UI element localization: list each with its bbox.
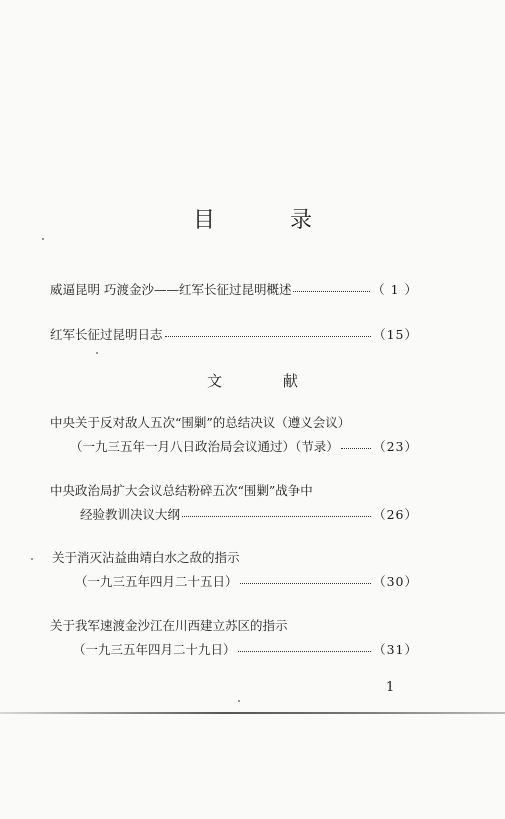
document-title[interactable]: 中央政治局扩大会议总结粉碎五次“围剿”战争中 xyxy=(50,483,313,498)
dot-leader xyxy=(240,583,372,584)
toc-entry-page: （23） xyxy=(373,439,418,454)
section-title: 文 献 xyxy=(207,372,326,390)
scan-speck xyxy=(238,700,240,702)
document-subtitle: （一九三五年一月八日政治局会议通过）（节录） xyxy=(70,439,339,454)
document-title[interactable]: 关于我军速渡金沙江在川西建立苏区的指示 xyxy=(50,618,288,633)
toc-entry-title: 威逼昆明 巧渡金沙——红军长征过昆明概述 xyxy=(50,282,292,297)
dot-leader xyxy=(165,336,372,337)
document-subtitle: 经验教训决议大纲 xyxy=(80,507,181,522)
bottom-rule xyxy=(0,712,505,714)
document-title[interactable]: 关于消灭沾益曲靖白水之敌的指示 xyxy=(52,550,240,565)
toc-entry[interactable] xyxy=(73,640,418,658)
dot-leader xyxy=(341,448,371,449)
toc-entry[interactable] xyxy=(75,572,418,590)
toc-entry-page: （31） xyxy=(373,642,418,657)
toc-entry-page: （15） xyxy=(373,327,418,342)
dot-leader xyxy=(238,651,372,652)
dot-leader xyxy=(182,516,371,517)
toc-entry[interactable] xyxy=(80,505,418,523)
scan-speck xyxy=(42,238,44,240)
toc-title: 目 录 xyxy=(193,208,346,233)
toc-entry[interactable] xyxy=(50,325,418,343)
toc-entry-page: （ 1 ） xyxy=(372,282,418,297)
page-number: 1 xyxy=(386,680,395,695)
scan-speck xyxy=(96,352,98,354)
document-title[interactable]: 中央关于反对敌人五次“围剿”的总结决议（遵义会议） xyxy=(50,415,351,430)
toc-entry[interactable] xyxy=(50,280,418,298)
toc-entry-page: （30） xyxy=(373,574,418,589)
document-subtitle: （一九三五年四月二十九日） xyxy=(73,642,236,657)
toc-entry-page: （26） xyxy=(373,507,418,522)
scan-speck xyxy=(31,558,33,560)
toc-entry[interactable] xyxy=(70,437,418,455)
document-subtitle: （一九三五年四月二十五日） xyxy=(75,574,238,589)
dot-leader xyxy=(293,291,370,292)
toc-entry-title: 红军长征过昆明日志 xyxy=(50,327,163,342)
